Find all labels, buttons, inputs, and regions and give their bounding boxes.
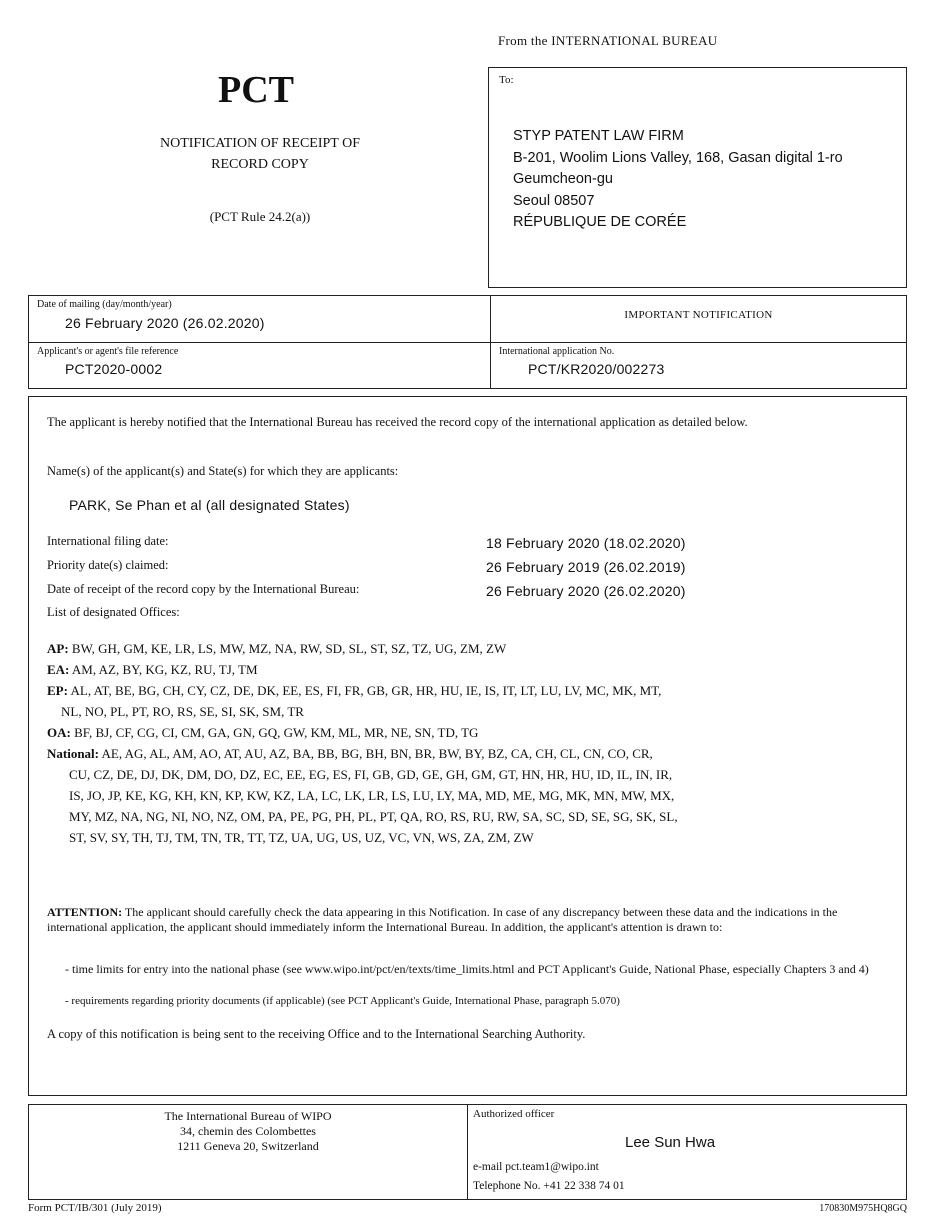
office-countries: AL, AT, BE, BG, CH, CY, CZ, DE, DK, EE, ES, FI, FR, GB, GR, HR, HU, IE, IS, IT, LT, LU, LV, MC, MK, MT, xyxy=(67,683,662,698)
copy-note: A copy of this notification is being sent to the receiving Office and to the International Searching Authority. xyxy=(47,1027,586,1041)
officer-email: e-mail pct.team1@wipo.int xyxy=(473,1161,599,1173)
rule-reference: (PCT Rule 24.2(a)) xyxy=(209,209,311,224)
pct-title: PCT xyxy=(218,69,294,111)
attention-text: The applicant should carefully check the data appearing in this Notification. In case of any discrepancy between these data and the indications in the international application, the applicant should immediately inform the International Bureau. In addition, the applicant's attention is drawn to: xyxy=(47,905,838,934)
bureau-line: 34, chemin des Colombettes xyxy=(180,1124,316,1138)
designated-offices-label: List of designated Offices: xyxy=(47,605,180,619)
addressee-lines xyxy=(513,126,843,234)
grid-divider-horizontal xyxy=(29,342,906,343)
intro-text: The applicant is hereby notified that the International Bureau has received the record copy of the international application as detailed below. xyxy=(47,415,748,429)
addressee-line: Geumcheon-gu xyxy=(513,171,613,187)
office-countries: NL, NO, PL, PT, RO, RS, SE, SI, SK, SM, TR xyxy=(61,704,304,719)
officer-name: Lee Sun Hwa xyxy=(625,1134,716,1151)
intl-application-value: PCT/KR2020/002273 xyxy=(528,361,665,377)
document-code: 170830M975HQ8GQ xyxy=(819,1203,907,1214)
notification-title xyxy=(100,133,420,175)
authorized-officer-label: Authorized officer xyxy=(473,1108,555,1120)
receipt-date-label: Date of receipt of the record copy by the International Bureau: xyxy=(47,582,360,596)
filing-date-label: International filing date: xyxy=(47,534,169,548)
office-row-ep-cont xyxy=(47,701,892,722)
receipt-date-value: 26 February 2020 (26.02.2020) xyxy=(486,583,686,599)
bureau-address xyxy=(29,1109,467,1154)
officer-telephone: Telephone No. +41 22 338 74 01 xyxy=(473,1180,625,1192)
office-row-oa xyxy=(47,722,892,743)
addressee-line: STYP PATENT LAW FIRM xyxy=(513,128,684,144)
footer-box xyxy=(28,1104,907,1200)
info-grid xyxy=(28,295,907,389)
office-row-national-cont xyxy=(47,827,892,848)
office-countries: BF, BJ, CF, CG, CI, CM, GA, GN, GQ, GW, KM, ML, MR, NE, SN, TD, TG xyxy=(70,725,479,740)
applicant-value: PARK, Se Phan et al (all designated States) xyxy=(69,497,350,513)
file-reference-value: PCT2020-0002 xyxy=(65,361,163,377)
addressee-line: RÉPUBLIQUE DE CORÉE xyxy=(513,214,687,230)
addressee-line: B-201, Woolim Lions Valley, 168, Gasan digital 1-ro xyxy=(513,149,843,166)
office-row-national-cont xyxy=(47,806,892,827)
office-code: OA: xyxy=(47,725,71,740)
office-code: EA: xyxy=(47,662,70,677)
office-code: EP: xyxy=(47,683,68,698)
office-row-ap xyxy=(47,638,892,659)
office-countries: MY, MZ, NA, NG, NI, NO, NZ, OM, PA, PE, PG, PH, PL, PT, QA, RO, RS, RU, RW, SA, SC, SD, SE, SG, SK, SL, xyxy=(69,809,678,824)
important-notification: IMPORTANT NOTIFICATION xyxy=(624,309,773,321)
priority-date-value: 26 February 2019 (26.02.2019) xyxy=(486,559,686,575)
bureau-line: 1211 Geneva 20, Switzerland xyxy=(177,1139,319,1153)
bureau-line: The International Bureau of WIPO xyxy=(164,1109,332,1123)
office-row-ea xyxy=(47,659,892,680)
form-code: Form PCT/IB/301 (July 2019) xyxy=(28,1202,162,1214)
applicant-names-label: Name(s) of the applicant(s) and State(s) for which they are applicants: xyxy=(47,464,399,478)
office-row-national-cont xyxy=(47,764,892,785)
filing-date-value: 18 February 2020 (18.02.2020) xyxy=(486,535,686,551)
addressee-line: Seoul 08507 xyxy=(513,192,595,209)
mailing-date-label: Date of mailing (day/month/year) xyxy=(37,299,172,310)
bullet-national-phase: - time limits for entry into the national phase (see www.wipo.int/pct/en/texts/time_limits.html and PCT Applicant's Guide, National Phase, especially Chapters 3 and 4) xyxy=(65,962,869,976)
office-countries: BW, GH, GM, KE, LR, LS, MW, MZ, NA, RW, SD, SL, ST, SZ, TZ, UG, ZM, ZW xyxy=(68,641,507,656)
office-countries: CU, CZ, DE, DJ, DK, DM, DO, DZ, EC, EE, EG, ES, FI, GB, GD, GE, GH, GM, GT, HN, HR, HU, ID, IL, IN, IR, xyxy=(69,767,673,782)
title-line-2: RECORD COPY xyxy=(211,157,309,172)
intl-application-label: International application No. xyxy=(499,346,615,357)
priority-date-label: Priority date(s) claimed: xyxy=(47,558,169,572)
office-row-ep xyxy=(47,680,892,701)
file-reference-label: Applicant's or agent's file reference xyxy=(37,346,179,357)
addressee-box xyxy=(488,67,907,288)
mailing-date-value: 26 February 2020 (26.02.2020) xyxy=(65,315,265,331)
from-line: From the INTERNATIONAL BUREAU xyxy=(498,33,718,48)
office-countries: AM, AZ, BY, KG, KZ, RU, TJ, TM xyxy=(69,662,258,677)
office-countries: IS, JO, JP, KE, KG, KH, KN, KP, KW, KZ, LA, LC, LK, LR, LS, LU, LY, MA, MD, ME, MG, MK, MN, MW, MX, xyxy=(69,788,675,803)
office-countries: AE, AG, AL, AM, AO, AT, AU, AZ, BA, BB, BG, BH, BN, BR, BW, BY, BZ, CA, CH, CL, CN, CO, CR, xyxy=(99,746,653,761)
attention-paragraph xyxy=(47,905,877,935)
office-code: AP: xyxy=(47,641,69,656)
main-body-box xyxy=(28,396,907,1096)
title-line-1: NOTIFICATION OF RECEIPT OF xyxy=(159,136,361,151)
designated-offices-list xyxy=(47,638,892,848)
bullet-priority-documents: - requirements regarding priority documents (if applicable) (see PCT Applicant's Guide, International Phase, paragraph 5.070) xyxy=(65,995,620,1007)
footer-divider xyxy=(467,1105,468,1199)
office-row-national xyxy=(47,743,892,764)
office-code: National: xyxy=(47,746,99,761)
office-row-national-cont xyxy=(47,785,892,806)
office-countries: ST, SV, SY, TH, TJ, TM, TN, TR, TT, TZ, UA, UG, US, UZ, VC, VN, WS, ZA, ZM, ZW xyxy=(69,830,534,845)
to-label: To: xyxy=(499,74,514,86)
attention-label: ATTENTION: xyxy=(47,905,123,919)
